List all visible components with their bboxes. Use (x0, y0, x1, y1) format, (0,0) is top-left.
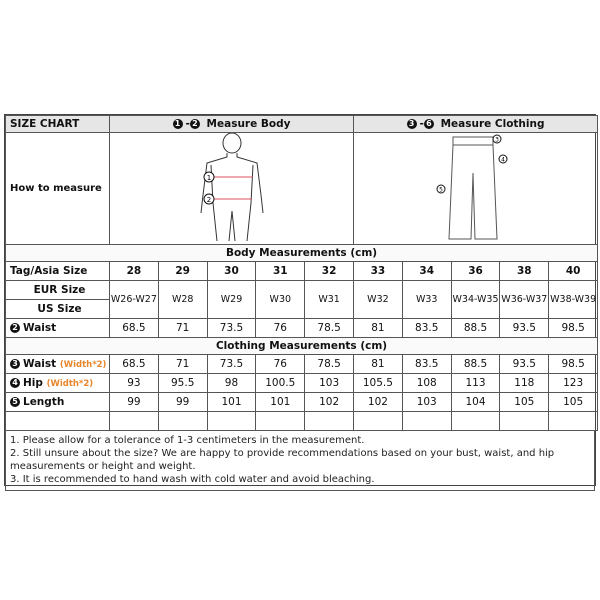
pants-figure-cell (354, 133, 598, 245)
us-value: W32 (354, 281, 403, 319)
us-value: W38-W39 (549, 281, 598, 319)
body-figure-cell (110, 133, 354, 245)
clothing-section-row (6, 338, 598, 355)
clothing-hip-note: (Width*2) (46, 379, 94, 389)
eur-row (6, 281, 598, 300)
tag-value: 36 (451, 262, 500, 281)
tag-value: 29 (158, 262, 207, 281)
clothing-hip-value: 103 (305, 374, 354, 393)
clothing-hip-value: 105.5 (354, 374, 403, 393)
clothing-waist-value: 83.5 (402, 355, 451, 374)
clothing-length-label: Length (23, 396, 65, 408)
tag-value: 32 (305, 262, 354, 281)
clothing-hip-value: 100.5 (256, 374, 305, 393)
clothing-length-value: 105 (500, 393, 549, 412)
us-label: US Size (6, 300, 110, 319)
body-waist-value: 88.5 (451, 319, 500, 338)
us-value: W31 (305, 281, 354, 319)
clothing-waist-value: 71 (158, 355, 207, 374)
measure-body-label: Measure Body (206, 118, 291, 130)
figure-row (6, 133, 598, 245)
clothing-hip-value: 113 (451, 374, 500, 393)
clothing-section-title: Clothing Measurements (cm) (6, 338, 598, 355)
badge-6: 6 (424, 119, 434, 129)
note-2: 2. Still unsure about the size? We are happy to provide recommendations based on your bust, waist, and hip measurements or height and weight. (10, 448, 555, 472)
clothing-length-value: 102 (305, 393, 354, 412)
tag-label: Tag/Asia Size (6, 262, 110, 281)
body-waist-label: Waist (23, 322, 57, 334)
clothing-hip-value: 108 (402, 374, 451, 393)
eur-label: EUR Size (6, 281, 110, 300)
us-value: W34-W35 (451, 281, 500, 319)
tag-value: 28 (110, 262, 159, 281)
clothing-waist-value: 88.5 (451, 355, 500, 374)
body-waist-value: 78.5 (305, 319, 354, 338)
badge-3: 3 (407, 119, 417, 129)
clothing-waist-value: 76 (256, 355, 305, 374)
tag-row (6, 262, 598, 281)
clothing-length-value: 99 (158, 393, 207, 412)
pants-badge-4: 4 (500, 156, 505, 164)
clothing-hip-value: 98 (207, 374, 256, 393)
us-value: W30 (256, 281, 305, 319)
notes-box (5, 431, 595, 491)
clothing-waist-value: 81 (354, 355, 403, 374)
pants-badge-3: 3 (494, 136, 499, 144)
size-chart (4, 114, 596, 486)
clothing-waist-value: 78.5 (305, 355, 354, 374)
body-waist-value: 81 (354, 319, 403, 338)
measure-clothing-label: Measure Clothing (440, 118, 545, 130)
body-figure-icon (167, 133, 297, 241)
body-badge-2: 2 (206, 196, 211, 204)
clothing-length-label-cell (6, 393, 110, 412)
clothing-waist-badge: 3 (10, 359, 20, 369)
clothing-waist-label-cell (6, 355, 110, 374)
body-waist-value: 93.5 (500, 319, 549, 338)
us-value: W26-W27 (110, 281, 159, 319)
tag-value: 30 (207, 262, 256, 281)
clothing-waist-value: 98.5 (549, 355, 598, 374)
body-waist-value: 68.5 (110, 319, 159, 338)
badge-1: 1 (173, 119, 183, 129)
clothing-length-value: 101 (207, 393, 256, 412)
size-table (5, 115, 598, 431)
clothing-length-row (6, 393, 598, 412)
header-row (6, 116, 598, 133)
tag-value: 33 (354, 262, 403, 281)
pants-badge-5: 5 (438, 186, 443, 194)
note-1: 1. Please allow for a tolerance of 1-3 centimeters in the measurement. (10, 435, 365, 446)
body-badge-1: 1 (206, 174, 211, 182)
us-value: W36-W37 (500, 281, 549, 319)
clothing-length-value: 105 (549, 393, 598, 412)
us-value: W28 (158, 281, 207, 319)
clothing-hip-value: 118 (500, 374, 549, 393)
tag-value: 31 (256, 262, 305, 281)
clothing-waist-row (6, 355, 598, 374)
clothing-length-value: 99 (110, 393, 159, 412)
clothing-length-value: 102 (354, 393, 403, 412)
clothing-hip-label: Hip (23, 377, 43, 389)
how-to-measure-label: How to measure (6, 133, 110, 245)
empty-row (6, 412, 598, 431)
body-waist-value: 98.5 (549, 319, 598, 338)
measure-body-header: 1 - 2 Measure Body (110, 116, 354, 133)
tag-value: 34 (402, 262, 451, 281)
body-section-title: Body Measurements (cm) (6, 245, 598, 262)
measure-clothing-header: 3 - 6 Measure Clothing (354, 116, 598, 133)
body-waist-value: 76 (256, 319, 305, 338)
body-waist-value: 71 (158, 319, 207, 338)
clothing-hip-value: 95.5 (158, 374, 207, 393)
body-section-row (6, 245, 598, 262)
clothing-waist-value: 93.5 (500, 355, 549, 374)
size-chart-title: SIZE CHART (6, 116, 110, 133)
waist-badge: 2 (10, 323, 20, 333)
us-value: W29 (207, 281, 256, 319)
tag-value: 38 (500, 262, 549, 281)
clothing-hip-label-cell (6, 374, 110, 393)
clothing-hip-value: 123 (549, 374, 598, 393)
clothing-length-value: 101 (256, 393, 305, 412)
body-waist-label-cell (6, 319, 110, 338)
body-waist-row (6, 319, 598, 338)
clothing-hip-badge: 4 (10, 378, 20, 388)
clothing-waist-value: 73.5 (207, 355, 256, 374)
clothing-length-value: 104 (451, 393, 500, 412)
clothing-waist-value: 68.5 (110, 355, 159, 374)
clothing-waist-label: Waist (23, 358, 57, 370)
tag-value: 40 (549, 262, 598, 281)
note-3: 3. It is recommended to hand wash with cold water and avoid bleaching. (10, 474, 375, 485)
clothing-waist-note: (Width*2) (59, 360, 107, 370)
clothing-length-badge: 5 (10, 397, 20, 407)
body-waist-value: 83.5 (402, 319, 451, 338)
clothing-length-value: 103 (402, 393, 451, 412)
badge-2: 2 (190, 119, 200, 129)
pants-figure-icon (431, 133, 521, 241)
us-value: W33 (402, 281, 451, 319)
clothing-hip-value: 93 (110, 374, 159, 393)
body-waist-value: 73.5 (207, 319, 256, 338)
clothing-hip-row (6, 374, 598, 393)
